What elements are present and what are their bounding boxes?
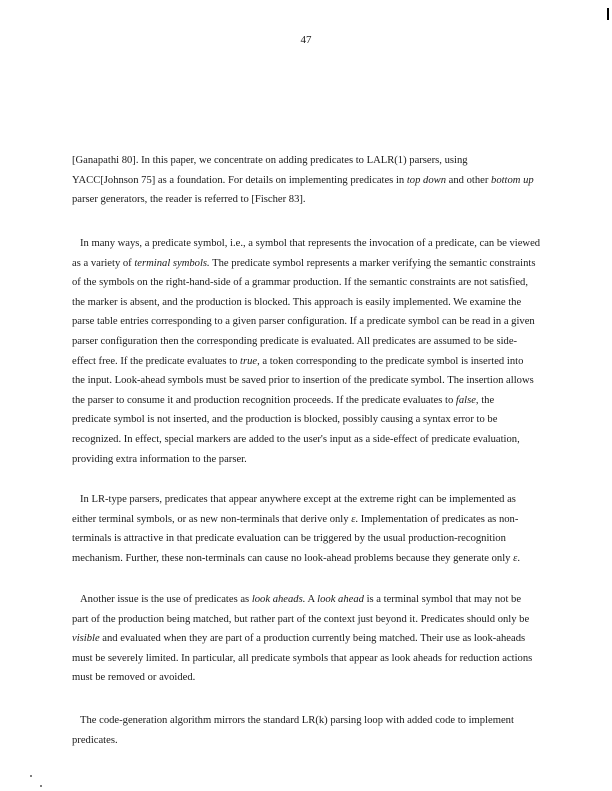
italic-text: look aheads. (251, 594, 306, 605)
text-line (72, 510, 552, 530)
paragraph-look-aheads (72, 590, 552, 688)
text-line (72, 254, 552, 274)
text-segment: the parser to consume it and production recognition proceeds. If the predicate evaluates to (72, 394, 456, 406)
text-line (72, 668, 552, 688)
text-segment: [Ganapathi 80]. In this paper, we concentrate on adding predicates to LALR(1) parsers, using (72, 155, 468, 166)
text-line (72, 731, 552, 751)
text-segment: and evaluated when they are part of a production currently being matched. Their use as look-aheads (99, 633, 526, 645)
text-line (72, 273, 552, 293)
text-segment: . Implementation of predicates as non- (355, 513, 519, 525)
paragraph-code-generation (72, 711, 552, 750)
text-segment: , a token corresponding to the predicate symbol is inserted into (257, 355, 524, 367)
text-line (72, 151, 552, 171)
text-segment: parse table entries corresponding to a given parser configuration. If a predicate symbol can be read in a given (72, 316, 535, 328)
text-line (72, 711, 552, 731)
text-segment: In many ways, a predicate symbol, i.e., a symbol that represents the invocation of a predicate, can be viewed (80, 238, 541, 249)
text-segment: YACC[Johnson 75] as a foundation. For details on implementing predicates in (72, 174, 407, 186)
text-line (72, 649, 552, 669)
text-segment: . (517, 552, 520, 564)
text-segment: A (305, 594, 318, 605)
text-line (72, 549, 552, 569)
text-line (72, 312, 552, 332)
text-segment: mechanism. Further, these non-terminals can cause no look-ahead problems because they generate only (72, 552, 514, 564)
text-segment: part of the production being matched, but rather part of the context just beyond it. Predicates should only be (72, 613, 530, 625)
text-segment: The code-generation algorithm mirrors the standard LR(k) parsing loop with added code to implement (80, 715, 514, 726)
italic-text: false (455, 394, 476, 406)
paragraph-lr-parsers (72, 490, 552, 568)
text-segment: either terminal symbols, or as new non-terminals that derive only (72, 513, 352, 525)
text-segment: of the symbols on the right-hand-side of a grammar production. If the semantic constraints are not satisfied, (72, 277, 528, 289)
scan-speck (30, 775, 32, 777)
scan-edge-mark (607, 8, 609, 20)
italic-text: ε (513, 552, 518, 564)
text-line (72, 430, 552, 450)
text-line (72, 234, 552, 254)
scan-speck (40, 785, 42, 787)
italic-text: top down (406, 174, 446, 186)
text-segment: parser configuration then the corresponding predicate is evaluated. All predicates are assumed to be side- (72, 335, 518, 347)
paragraph-predicate-symbols (72, 234, 552, 469)
text-line (72, 629, 552, 649)
text-segment: parser generators, the reader is referred to [Fischer 83]. (72, 194, 306, 206)
italic-text: terminal symbols. (134, 257, 210, 269)
text-segment: must be severely limited. In particular, all predicate symbols that appear as look aheads for reduction actions (72, 652, 533, 664)
text-line (72, 352, 552, 372)
page-number: 47 (300, 34, 312, 46)
text-line (72, 590, 552, 610)
text-segment: terminals is attractive in that predicate evaluation can be triggered by the usual production-recognition (72, 533, 506, 545)
italic-text: ε (351, 513, 356, 525)
text-segment: must be removed or avoided. (72, 672, 196, 684)
text-segment: and other (446, 174, 492, 186)
text-segment: predicates. (72, 734, 118, 746)
italic-text: visible (72, 633, 100, 645)
text-line (72, 190, 552, 210)
text-line (72, 391, 552, 411)
text-line (72, 332, 552, 352)
text-line (72, 529, 552, 549)
text-segment: predicate symbol is not inserted, and the production is blocked, possibly causing a syntax error to be (72, 414, 498, 426)
italic-text: bottom up (491, 174, 534, 186)
text-segment: as a variety of (72, 257, 135, 269)
text-segment: In LR-type parsers, predicates that appear anywhere except at the extreme right can be implemented as (80, 494, 516, 505)
text-segment: recognized. In effect, special markers are added to the user's input as a side-effect of predicate evaluation, (72, 433, 520, 445)
text-segment: providing extra information to the parser. (72, 453, 247, 465)
italic-text: look ahead (317, 594, 364, 605)
paragraph-intro (72, 151, 552, 210)
text-segment: Another issue is the use of predicates as (80, 594, 252, 605)
text-segment: The predicate symbol represents a marker verifying the semantic constraints (209, 257, 536, 269)
text-line (72, 490, 552, 510)
text-line (72, 371, 552, 391)
text-line (72, 293, 552, 313)
text-line (72, 450, 552, 470)
text-segment: is a terminal symbol that may not be (363, 594, 522, 605)
text-segment: , the (475, 394, 495, 406)
text-segment: the input. Look-ahead symbols must be saved prior to insertion of the predicate symbol. The insertion allows (72, 375, 534, 387)
italic-text: true (240, 355, 258, 367)
text-line (72, 410, 552, 430)
text-line (72, 171, 552, 191)
text-segment: the marker is absent, and the production is blocked. This approach is easily implemented. We examine the (72, 296, 522, 308)
text-line (72, 610, 552, 630)
text-segment: effect free. If the predicate evaluates to (72, 355, 241, 367)
